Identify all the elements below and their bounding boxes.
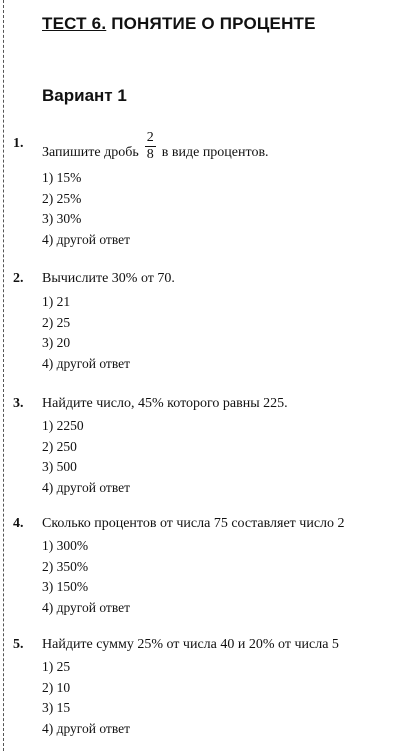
question-text: Сколько процентов от числа 75 составляет число 2	[42, 516, 345, 531]
answer-option: 4) другой ответ	[42, 720, 131, 736]
answer-options	[42, 168, 130, 250]
answer-option: 4) другой ответ	[42, 355, 131, 371]
answer-option: 4) другой ответ	[42, 231, 131, 247]
answer-option: 2) 25	[42, 314, 71, 330]
answer-option: 3) 20	[42, 335, 71, 350]
fraction-denominator: 8	[146, 147, 154, 162]
answer-option: 3) 150%	[42, 579, 89, 594]
answer-options	[42, 292, 130, 374]
question-text: Найдите сумму 25% от числа 40 и 20% от числа 5	[42, 637, 339, 652]
test-title	[42, 14, 316, 34]
answer-option: 4) другой ответ	[42, 599, 131, 615]
test-number: ТЕСТ 6.	[42, 14, 107, 33]
question-number: 5.	[13, 637, 24, 652]
answer-option: 4) другой ответ	[42, 479, 131, 495]
fraction-numerator: 2	[146, 130, 154, 145]
answer-option: 1) 2250	[42, 418, 84, 433]
question-number: 2.	[13, 271, 24, 286]
question-text-after: в виде процентов.	[161, 144, 269, 160]
question-number: 4.	[13, 516, 24, 531]
answer-option: 1) 15%	[42, 170, 82, 185]
answer-option: 3) 30%	[42, 211, 82, 226]
answer-option: 1) 25	[42, 659, 71, 674]
question-text: Найдите число, 45% которого равны 225.	[42, 396, 288, 411]
answer-option: 3) 500	[42, 459, 77, 474]
answer-option: 2) 10	[42, 679, 71, 695]
answer-option: 1) 21	[42, 294, 71, 309]
fraction	[145, 130, 156, 163]
cut-line	[3, 0, 4, 751]
answer-option: 2) 25%	[42, 190, 82, 206]
question-text	[42, 132, 269, 165]
answer-option: 2) 350%	[42, 558, 89, 574]
question-number: 3.	[13, 396, 24, 411]
answer-option: 2) 250	[42, 438, 77, 454]
answer-option: 3) 15	[42, 700, 71, 715]
test-topic: ПОНЯТИЕ О ПРОЦЕНТЕ	[111, 14, 316, 33]
answer-options	[42, 416, 130, 498]
answer-option: 1) 300%	[42, 538, 89, 553]
question-text-before: Запишите дробь	[42, 144, 139, 160]
variant-heading: Вариант 1	[42, 86, 127, 105]
answer-options	[42, 657, 130, 739]
question-text: Вычислите 30% от 70.	[42, 271, 175, 286]
question-number: 1.	[13, 136, 24, 151]
answer-options	[42, 536, 130, 618]
